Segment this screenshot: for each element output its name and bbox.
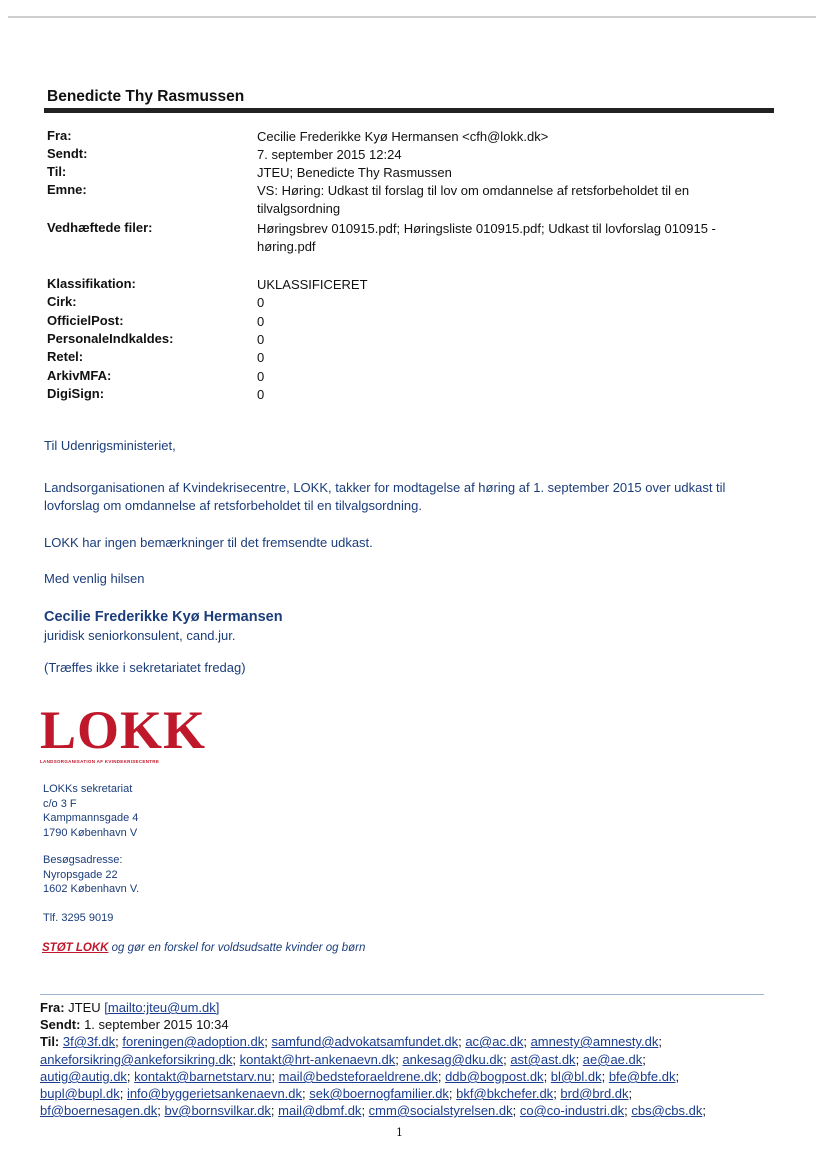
forwarded-to-line-2 (40, 1051, 780, 1068)
forwarded-to-line-5 (40, 1102, 780, 1119)
recipient-email-link[interactable]: cbs@cbs.dk (631, 1103, 703, 1118)
forwarded-from-label: Fra: (40, 1000, 65, 1015)
recipient-separator: ; (628, 1086, 633, 1101)
header-rule (44, 108, 774, 113)
recipient-separator: ; (642, 1052, 646, 1067)
field-value-subject: VS: Høring: Udkast til forslag til lov om omdannelse af retsforbeholdet til en tilvalgsordning (257, 183, 690, 216)
signature-name: Cecilie Frederikke Kyø Hermansen (44, 609, 283, 625)
recipient-email-link[interactable]: bv@bornsvilkar.dk (164, 1103, 271, 1118)
field-label-sent: Sendt: (47, 146, 88, 161)
recipient-separator: ; (302, 1086, 310, 1101)
recipient-email-link[interactable]: bkf@bkchefer.dk (456, 1086, 554, 1101)
closing: Med venlig hilsen (44, 571, 145, 586)
recipient-email-link[interactable]: ankeforsikring@ankeforsikring.dk (40, 1052, 233, 1067)
recipient-email-link[interactable]: mail@bedsteforaeldrene.dk (278, 1069, 438, 1084)
field-label-arkivmfa: ArkivMFA: (47, 368, 112, 383)
recipient-separator: ; (448, 1086, 457, 1101)
support-link[interactable]: STØT LOKK (42, 942, 109, 954)
recipient-separator: ; (543, 1069, 551, 1084)
support-text: og gør en forskel for voldsudsatte kvinder og børn (108, 942, 366, 954)
field-value-officielpost: 0 (257, 314, 265, 329)
printout-owner-name: Benedicte Thy Rasmussen (47, 88, 245, 105)
body-paragraph-1: Landsorganisationen af Kvindekrisecentre, LOKK, takker for modtagelse af høring af 1. september 2015 over udkast til lovforslag om omdannelse af retsforbeholdet til en tilvalgsordning. (44, 480, 726, 513)
address-line: Besøgsadresse: (43, 854, 123, 866)
recipient-email-link[interactable]: kontakt@hrt-ankenaevn.dk (239, 1052, 396, 1067)
field-label-attachments: Vedhæftede filer: (47, 220, 153, 235)
field-label-from: Fra: (47, 128, 72, 143)
recipient-separator: ; (126, 1069, 135, 1084)
forwarded-to-label: Til: (40, 1034, 60, 1049)
field-label-cirk: Cirk: (47, 294, 77, 309)
recipient-separator: ; (119, 1086, 127, 1101)
field-label-subject: Emne: (47, 182, 87, 197)
recipient-email-link[interactable]: bf@boernesagen.dk (40, 1103, 158, 1118)
recipient-email-link[interactable]: samfund@advokatsamfundet.dk (271, 1034, 459, 1049)
recipient-separator: ; (115, 1034, 123, 1049)
recipient-email-link[interactable]: sek@boernogfamilier.dk (309, 1086, 449, 1101)
recipient-separator: ; (601, 1069, 609, 1084)
phone-number: Tlf. 3295 9019 (43, 912, 114, 924)
recipient-email-link[interactable]: foreningen@adoption.dk (122, 1034, 265, 1049)
recipient-separator: ; (658, 1034, 663, 1049)
forward-divider (40, 994, 764, 995)
field-value-cirk: 0 (257, 295, 265, 310)
page-number: 1 (396, 1126, 403, 1139)
recipient-email-link[interactable]: bl@bl.dk (550, 1069, 602, 1084)
recipient-email-link[interactable]: amnesty@amnesty.dk (530, 1034, 659, 1049)
recipient-email-link[interactable]: ae@ae.dk (582, 1052, 643, 1067)
visit-address (43, 853, 139, 897)
field-value-sent: 7. september 2015 12:24 (257, 147, 402, 162)
recipient-separator: ; (523, 1034, 531, 1049)
field-label-digisign: DigiSign: (47, 386, 105, 401)
field-value-attachments: Høringsbrev 010915.pdf; Høringsliste 010915.pdf; Udkast til lovforslag 010915 - høring.pdf (257, 221, 716, 254)
recipient-email-link[interactable]: 3f@3f.dk (62, 1034, 116, 1049)
address-line: LOKKs sekretariat (43, 783, 133, 795)
address-line: 1602 København V. (43, 883, 140, 895)
field-value-to: JTEU; Benedicte Thy Rasmussen (257, 165, 452, 180)
address-line: 1790 København V (43, 826, 138, 839)
field-value-personaleindkaldes: 0 (257, 332, 265, 347)
forwarded-to-line-3 (40, 1068, 780, 1085)
lokk-logo-wordmark: LOKK (40, 700, 207, 760)
forwarded-to-line-4 (40, 1085, 780, 1102)
lokk-logo (40, 700, 207, 769)
recipient-separator: ; (157, 1103, 165, 1118)
recipient-separator: ; (702, 1103, 706, 1118)
office-address (43, 782, 138, 840)
address-line: c/o 3 F (43, 797, 77, 810)
recipient-email-link[interactable]: kontakt@barnetstarv.nu (134, 1069, 272, 1084)
recipient-separator: ; (675, 1069, 680, 1084)
recipient-email-link[interactable]: cmm@socialstyrelsen.dk (368, 1103, 513, 1118)
recipient-email-link[interactable]: info@byggerietsankenaevn.dk (126, 1086, 303, 1101)
recipient-email-link[interactable]: co@co-industri.dk (519, 1103, 625, 1118)
field-value-from: Cecilie Frederikke Kyø Hermansen <cfh@lokk.dk> (257, 129, 549, 144)
recipient-email-link[interactable]: bfe@bfe.dk (608, 1069, 676, 1084)
recipient-email-link[interactable]: bupl@bupl.dk (40, 1086, 120, 1101)
forwarded-sent (40, 1016, 780, 1033)
field-value-retel: 0 (257, 350, 265, 365)
field-label-retel: Retel: (47, 349, 84, 364)
recipient-separator: ; (624, 1103, 632, 1118)
field-label-classification: Klassifikation: (47, 276, 136, 291)
recipient-separator: ; (270, 1103, 279, 1118)
recipient-email-link[interactable]: ast@ast.dk (510, 1052, 576, 1067)
field-value-classification: UKLASSIFICERET (257, 277, 368, 292)
recipient-email-link[interactable]: ddb@bogpost.dk (445, 1069, 544, 1084)
recipient-separator: ; (458, 1034, 466, 1049)
field-value-digisign: 0 (257, 387, 265, 402)
greeting: Til Udenrigsministeriet, (44, 438, 176, 453)
scan-edge-line (8, 16, 816, 18)
field-label-to: Til: (47, 164, 67, 179)
forwarded-to-line-1 (40, 1033, 780, 1050)
recipient-email-link[interactable]: ac@ac.dk (465, 1034, 524, 1049)
forwarded-from-link[interactable]: [mailto:jteu@um.dk] (104, 1000, 220, 1015)
recipient-separator: ; (503, 1052, 511, 1067)
body-paragraph-2: LOKK har ingen bemærkninger til det fremsendte udkast. (44, 535, 373, 550)
recipient-separator: ; (395, 1052, 403, 1067)
lokk-logo-subtitle: LANDSORGANISATION AF KVINDEKRISECENTRE (40, 759, 160, 764)
recipient-email-link[interactable]: brd@brd.dk (560, 1086, 629, 1101)
address-line: Nyropsgade 22 (43, 868, 118, 881)
forwarded-from (40, 999, 780, 1016)
recipient-separator: ; (361, 1103, 369, 1118)
recipient-separator: ; (232, 1052, 240, 1067)
address-line: Kampmannsgade 4 (43, 812, 139, 824)
recipient-separator: ; (271, 1069, 279, 1084)
recipient-email-link[interactable]: autig@autig.dk (40, 1069, 127, 1084)
recipient-email-link[interactable]: ankesag@dku.dk (402, 1052, 504, 1067)
recipient-email-link[interactable]: mail@dbmf.dk (278, 1103, 362, 1118)
recipient-separator: ; (264, 1034, 272, 1049)
signature-title: juridisk seniorkonsulent, cand.jur. (44, 628, 236, 643)
forwarded-sent-value: 1. september 2015 10:34 (80, 1017, 229, 1032)
forwarded-from-value: JTEU (64, 1000, 105, 1015)
support-line (42, 942, 365, 954)
recipient-separator: ; (437, 1069, 446, 1084)
recipient-separator: ; (575, 1052, 583, 1067)
signature-note: (Træffes ikke i sekretariatet fredag) (44, 660, 246, 675)
recipient-separator: ; (553, 1086, 561, 1101)
forwarded-sent-label: Sendt: (40, 1017, 81, 1032)
field-value-arkivmfa: 0 (257, 369, 265, 384)
recipient-separator: ; (512, 1103, 520, 1118)
field-label-personaleindkaldes: PersonaleIndkaldes: (47, 331, 174, 346)
field-label-officielpost: OfficielPost: (47, 313, 124, 328)
